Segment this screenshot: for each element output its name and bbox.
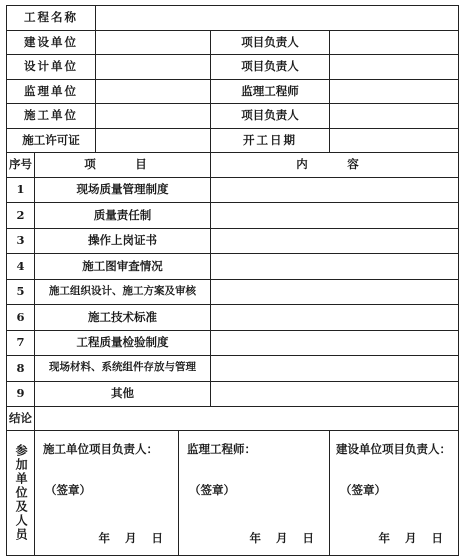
construction-company-field[interactable] [96,104,211,129]
item-name: 工程质量检验制度 [35,330,211,356]
item-number: 4 [7,254,35,280]
signer-title: 建设单位项目负责人： [336,442,451,456]
item-name: 操作上岗证书 [35,228,211,254]
table-row [7,177,459,203]
seal-placeholder: （签章） [189,483,235,497]
signature-date [365,532,445,545]
item-content-field[interactable] [211,330,459,356]
day-label: 日 [431,531,444,546]
item-content-field[interactable] [211,381,459,407]
supervision-unit-field[interactable] [96,79,211,104]
item-name: 现场材料、系统组件存放与管理 [35,356,211,382]
month-label: 月 [125,531,138,546]
table-row [7,330,459,356]
conclusion-label: 结论 [7,407,35,431]
item-content-field[interactable] [211,356,459,382]
item-number: 8 [7,356,35,382]
table-row [7,305,459,331]
participants-label: 参加单位及人员 [14,444,29,542]
construction-manager-field[interactable] [330,104,459,129]
supervising-engineer-field[interactable] [330,79,459,104]
column-content-header: 内 容 [211,153,459,178]
seal-placeholder: （签章） [340,483,386,497]
day-label: 日 [302,531,315,546]
construction-unit-label: 建设单位 [7,30,96,55]
design-manager-field[interactable] [330,55,459,80]
item-number: 7 [7,330,35,356]
start-date-label: 开工日期 [211,128,330,153]
signature-block[interactable] [330,431,459,556]
year-label: 年 [378,531,391,546]
signer-title: 监理工程师： [187,442,256,456]
item-content-field[interactable] [211,228,459,254]
project-manager-label: 项目负责人 [211,30,330,55]
month-label: 月 [276,531,289,546]
participants-label-cell [7,431,35,556]
construction-unit-field[interactable] [96,30,211,55]
signer-title: 施工单位项目负责人： [43,442,158,456]
design-unit-field[interactable] [96,55,211,80]
item-name: 质量责任制 [35,203,211,229]
item-number: 6 [7,305,35,331]
row-column-header [7,153,459,178]
row-conclusion [7,407,459,431]
day-label: 日 [151,531,164,546]
item-number: 2 [7,203,35,229]
table-row [7,228,459,254]
conclusion-field[interactable] [35,407,459,431]
permit-label: 施工许可证 [7,128,96,153]
year-label: 年 [98,531,111,546]
signature-date [85,532,165,545]
supervising-engineer-label: 监理工程师 [211,79,330,104]
project-name-label: 工程名称 [7,6,96,31]
table-row [7,356,459,382]
table-row [7,381,459,407]
form-table [6,5,459,556]
item-content-field[interactable] [211,254,459,280]
year-label: 年 [249,531,262,546]
supervision-unit-label: 监理单位 [7,79,96,104]
project-name-field[interactable] [96,6,459,31]
item-name: 现场质量管理制度 [35,177,211,203]
row-project-name [7,6,459,31]
row-design-unit [7,55,459,80]
inspection-form [6,5,458,546]
table-row [7,279,459,305]
item-number: 3 [7,228,35,254]
item-name: 施工组织设计、施工方案及审核 [35,279,211,305]
seal-placeholder: （签章） [45,483,91,497]
start-date-field[interactable] [330,128,459,153]
table-row [7,203,459,229]
row-construction-company [7,104,459,129]
signature-block[interactable] [179,431,330,556]
signature-block[interactable] [35,431,179,556]
signature-date [236,532,316,545]
row-construction-unit [7,30,459,55]
item-content-field[interactable] [211,305,459,331]
construction-company-label: 施工单位 [7,104,96,129]
row-supervision-unit [7,79,459,104]
table-row [7,254,459,280]
column-item-header: 项 目 [35,153,211,178]
item-content-field[interactable] [211,279,459,305]
item-number: 9 [7,381,35,407]
item-name: 其他 [35,381,211,407]
month-label: 月 [405,531,418,546]
row-permit [7,128,459,153]
item-content-field[interactable] [211,203,459,229]
design-manager-label: 项目负责人 [211,55,330,80]
column-index-header: 序号 [7,153,35,178]
row-participants [7,431,459,556]
item-content-field[interactable] [211,177,459,203]
project-manager-field[interactable] [330,30,459,55]
item-number: 5 [7,279,35,305]
item-name: 施工图审查情况 [35,254,211,280]
item-number: 1 [7,177,35,203]
construction-manager-label: 项目负责人 [211,104,330,129]
permit-field[interactable] [96,128,211,153]
design-unit-label: 设计单位 [7,55,96,80]
item-name: 施工技术标准 [35,305,211,331]
